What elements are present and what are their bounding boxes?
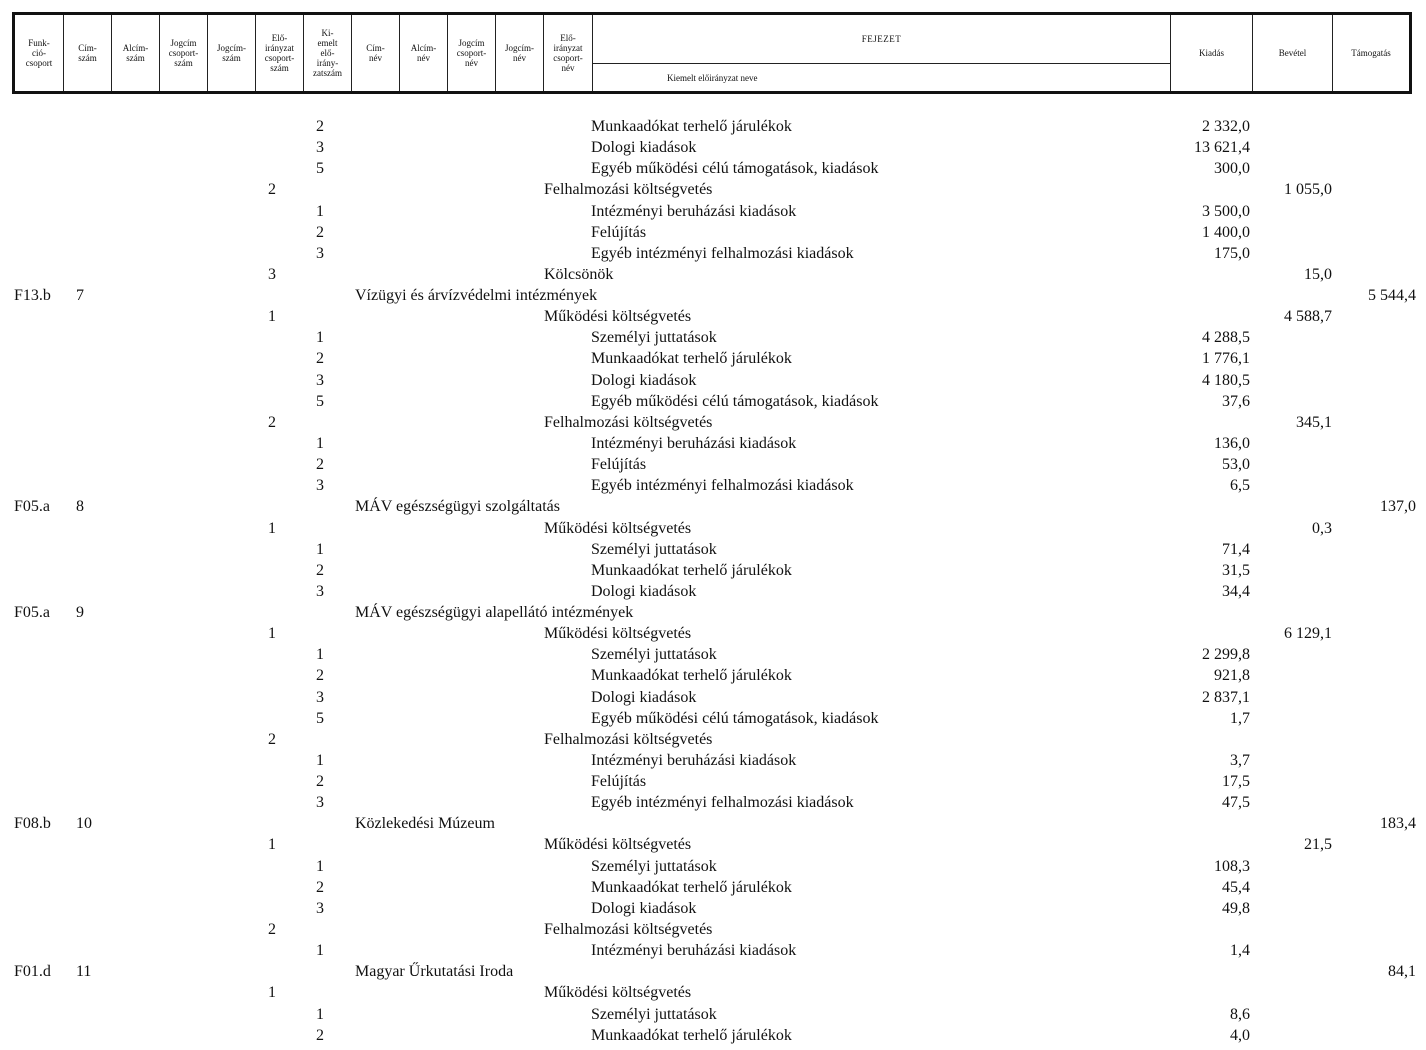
kiemelt-eloiranyzat-cell: 1 [316, 646, 324, 664]
kiadas-cell: 53,0 [1222, 456, 1250, 474]
kiadas-cell: 3 500,0 [1202, 202, 1250, 220]
kiadas-cell: 8,6 [1230, 1005, 1250, 1023]
kiadas-cell: 136,0 [1214, 434, 1250, 452]
table-row [0, 879, 1426, 899]
kiadas-cell: 300,0 [1214, 160, 1250, 178]
table-row [0, 752, 1426, 772]
table-row [0, 498, 1426, 518]
eloiranyzat-csoport-nev-cell: Működési költségvetés [544, 308, 692, 326]
table-header [12, 12, 1412, 94]
kiadas-cell: 4 180,5 [1202, 371, 1250, 389]
kiemelt-eloiranyzat-cell: 2 [316, 223, 324, 241]
kiemelt-eloiranyzat-cell: 2 [316, 561, 324, 579]
bevetel-cell: 6 129,1 [1284, 625, 1332, 643]
kiemelt-eloiranyzat-cell: 2 [316, 118, 324, 135]
kiadas-cell: 4,0 [1230, 1026, 1250, 1044]
table-row [0, 414, 1426, 434]
table-row [0, 921, 1426, 941]
eloiranyzat-csoport-nev-cell: Kölcsönök [544, 265, 614, 283]
kiemelt-eloiranyzat-nev-cell: Dologi kiadások [591, 688, 697, 706]
table-row [0, 773, 1426, 793]
header-cim-nev: Cím- név [352, 15, 400, 91]
kiemelt-eloiranyzat-nev-cell: Személyi juttatások [591, 646, 717, 664]
table-row [0, 1006, 1426, 1026]
tamogatas-cell: 183,4 [1380, 815, 1416, 833]
kiemelt-eloiranyzat-cell: 3 [316, 688, 324, 706]
kiemelt-eloiranyzat-nev-cell: Intézményi beruházási kiadások [591, 202, 797, 220]
kiadas-cell: 2 332,0 [1202, 118, 1250, 135]
cim-szam-cell: 9 [76, 604, 84, 621]
kiadas-cell: 921,8 [1214, 667, 1250, 685]
kiemelt-eloiranyzat-nev-cell: Egyéb működési célú támogatások, kiadások [591, 709, 879, 727]
funkcio-cell: F05.a [14, 498, 50, 516]
header-kiemelt-nev: Kiemelt előirányzat neve [667, 73, 758, 83]
header-eloir-csoport-nev: Elő- irányzat csoport- név [544, 15, 593, 91]
header-kiadas: Kiadás [1171, 15, 1253, 91]
cim-nev-cell: Vízügyi és árvízvédelmi intézmények [355, 287, 598, 304]
table-row [0, 245, 1426, 265]
eloiranyzat-csoport-nev-cell: Működési költségvetés [544, 519, 692, 537]
table-row [0, 731, 1426, 751]
bevetel-cell: 4 588,7 [1284, 308, 1332, 326]
kiemelt-eloiranyzat-nev-cell: Felújítás [591, 456, 647, 474]
kiemelt-eloiranyzat-nev-cell: Egyéb működési célú támogatások, kiadások [591, 392, 879, 410]
kiadas-cell: 2 837,1 [1202, 688, 1250, 706]
kiemelt-eloiranyzat-cell: 2 [316, 667, 324, 685]
header-kiemelt-szam: Ki- emelt elő- irány- zatszám [304, 15, 352, 91]
eloiranyzat-csoport-cell: 1 [268, 625, 276, 643]
kiemelt-eloiranyzat-nev-cell: Személyi juttatások [591, 329, 717, 347]
kiadas-cell: 13 621,4 [1194, 139, 1250, 157]
kiemelt-eloiranyzat-cell: 1 [316, 202, 324, 220]
table-row [0, 393, 1426, 413]
table-row [0, 329, 1426, 349]
header-alcim-szam: Alcím- szám [112, 15, 160, 91]
kiemelt-eloiranyzat-cell: 1 [316, 751, 324, 769]
header-alcim-nev: Alcím- név [400, 15, 448, 91]
kiemelt-eloiranyzat-cell: 2 [316, 350, 324, 368]
eloiranyzat-csoport-cell: 1 [268, 308, 276, 326]
bevetel-cell: 21,5 [1304, 836, 1332, 854]
table-row [0, 794, 1426, 814]
bevetel-cell: 1 055,0 [1284, 181, 1332, 199]
kiemelt-eloiranyzat-nev-cell: Egyéb működési célú támogatások, kiadások [591, 160, 879, 178]
kiadas-cell: 31,5 [1222, 561, 1250, 579]
table-row [0, 372, 1426, 392]
kiemelt-eloiranyzat-nev-cell: Munkaadókat terhelő járulékok [591, 878, 792, 896]
kiemelt-eloiranyzat-nev-cell: Felújítás [591, 773, 647, 790]
table-row [0, 287, 1426, 307]
kiadas-cell: 3,7 [1230, 751, 1250, 769]
kiemelt-eloiranyzat-nev-cell: Egyéb intézményi felhalmozási kiadások [591, 794, 854, 812]
kiemelt-eloiranyzat-nev-cell: Dologi kiadások [591, 371, 697, 389]
funkcio-cell: F13.b [14, 287, 51, 304]
kiadas-cell: 47,5 [1222, 794, 1250, 812]
cim-szam-cell: 10 [76, 815, 92, 833]
kiadas-cell: 49,8 [1222, 899, 1250, 917]
eloiranyzat-csoport-nev-cell: Felhalmozási költségvetés [544, 413, 713, 431]
table-row [0, 308, 1426, 328]
table-row [0, 836, 1426, 856]
kiemelt-eloiranyzat-cell: 2 [316, 878, 324, 896]
kiemelt-eloiranyzat-nev-cell: Dologi kiadások [591, 899, 697, 917]
kiemelt-eloiranyzat-cell: 3 [316, 899, 324, 917]
kiemelt-eloiranyzat-nev-cell: Személyi juttatások [591, 857, 717, 875]
eloiranyzat-csoport-cell: 3 [268, 265, 276, 283]
kiadas-cell: 1 776,1 [1202, 350, 1250, 368]
header-jogcim-nev: Jogcím- név [496, 15, 544, 91]
table-row [0, 139, 1426, 159]
bevetel-cell: 345,1 [1296, 413, 1332, 431]
table-row [0, 963, 1426, 983]
table-row [0, 858, 1426, 878]
kiemelt-eloiranyzat-nev-cell: Intézményi beruházási kiadások [591, 434, 797, 452]
kiemelt-eloiranyzat-cell: 2 [316, 456, 324, 474]
eloiranyzat-csoport-nev-cell: Működési költségvetés [544, 984, 692, 1002]
table-row [0, 520, 1426, 540]
table-row [0, 435, 1426, 455]
table-row [0, 710, 1426, 730]
tamogatas-cell: 137,0 [1380, 498, 1416, 516]
cim-szam-cell: 11 [76, 963, 92, 981]
table-row [0, 625, 1426, 645]
table-row [0, 541, 1426, 561]
kiemelt-eloiranyzat-cell: 1 [316, 329, 324, 347]
kiadas-cell: 17,5 [1222, 773, 1250, 790]
funkcio-cell: F01.d [14, 963, 51, 981]
header-tamogatas: Támogatás [1351, 48, 1391, 58]
kiemelt-eloiranyzat-cell: 3 [316, 139, 324, 157]
table-row [0, 646, 1426, 666]
bevetel-cell: 15,0 [1304, 265, 1332, 283]
header-fejezet-title: FEJEZET [861, 34, 902, 44]
eloiranyzat-csoport-cell: 1 [268, 519, 276, 537]
kiemelt-eloiranyzat-nev-cell: Munkaadókat terhelő járulékok [591, 350, 792, 368]
table-row [0, 984, 1426, 1004]
kiadas-cell: 108,3 [1214, 857, 1250, 875]
table-row [0, 224, 1426, 244]
header-bevetel: Bevétel [1253, 15, 1333, 91]
kiadas-cell: 71,4 [1222, 540, 1250, 558]
kiemelt-eloiranyzat-cell: 5 [316, 160, 324, 178]
header-fejezet-divider [593, 63, 1170, 64]
header-jogcimcsoport-nev: Jogcím csoport- név [448, 15, 496, 91]
kiadas-cell: 37,6 [1222, 392, 1250, 410]
table-row [0, 900, 1426, 920]
kiemelt-eloiranyzat-nev-cell: Egyéb intézményi felhalmozási kiadások [591, 244, 854, 262]
funkcio-cell: F05.a [14, 604, 50, 621]
tamogatas-cell: 5 544,4 [1368, 287, 1416, 304]
eloiranyzat-csoport-cell: 2 [268, 920, 276, 938]
cim-nev-cell: MÁV egészségügyi szolgáltatás [355, 498, 560, 516]
kiadas-cell: 1 400,0 [1202, 223, 1250, 241]
kiemelt-eloiranyzat-nev-cell: Munkaadókat terhelő járulékok [591, 118, 792, 135]
kiemelt-eloiranyzat-nev-cell: Munkaadókat terhelő járulékok [591, 561, 792, 579]
kiemelt-eloiranyzat-nev-cell: Intézményi beruházási kiadások [591, 751, 797, 769]
kiemelt-eloiranyzat-nev-cell: Intézményi beruházási kiadások [591, 942, 797, 960]
kiemelt-eloiranyzat-nev-cell: Dologi kiadások [591, 582, 697, 600]
cim-nev-cell: MÁV egészségügyi alapellátó intézmények [355, 604, 634, 621]
kiadas-cell: 175,0 [1214, 244, 1250, 262]
kiemelt-eloiranyzat-nev-cell: Munkaadókat terhelő járulékok [591, 667, 792, 685]
kiemelt-eloiranyzat-nev-cell: Munkaadókat terhelő járulékok [591, 1026, 792, 1044]
table-row [0, 604, 1426, 624]
kiemelt-eloiranyzat-cell: 5 [316, 709, 324, 727]
kiemelt-eloiranyzat-cell: 1 [316, 540, 324, 558]
table-row [0, 583, 1426, 603]
kiemelt-eloiranyzat-cell: 1 [316, 857, 324, 875]
eloiranyzat-csoport-nev-cell: Működési költségvetés [544, 625, 692, 643]
eloiranyzat-csoport-nev-cell: Felhalmozási költségvetés [544, 730, 713, 748]
kiemelt-eloiranyzat-cell: 3 [316, 582, 324, 600]
eloiranyzat-csoport-cell: 1 [268, 984, 276, 1002]
header-eloir-csoport-szam: Elő- irányzat csoport- szám [256, 15, 304, 91]
kiemelt-eloiranyzat-cell: 1 [316, 1005, 324, 1023]
header-jogcimcsoport-szam: Jogcím csoport- szám [160, 15, 208, 91]
kiemelt-eloiranyzat-cell: 3 [316, 371, 324, 389]
kiemelt-eloiranyzat-cell: 3 [316, 244, 324, 262]
kiadas-cell: 4 288,5 [1202, 329, 1250, 347]
table-row [0, 160, 1426, 180]
kiemelt-eloiranyzat-cell: 1 [316, 942, 324, 960]
cim-nev-cell: Magyar Űrkutatási Iroda [355, 963, 514, 981]
kiemelt-eloiranyzat-nev-cell: Egyéb intézményi felhalmozási kiadások [591, 477, 854, 495]
table-row [0, 350, 1426, 370]
kiadas-cell: 6,5 [1230, 477, 1250, 495]
table-row [0, 118, 1426, 138]
table-row [0, 477, 1426, 497]
table-row [0, 266, 1426, 286]
kiemelt-eloiranyzat-nev-cell: Személyi juttatások [591, 540, 717, 558]
kiadas-cell: 34,4 [1222, 582, 1250, 600]
header-fejezet [593, 15, 1171, 91]
kiadas-cell: 1,7 [1230, 709, 1250, 727]
table-row [0, 181, 1426, 201]
table-row [0, 667, 1426, 687]
funkcio-cell: F08.b [14, 815, 51, 833]
eloiranyzat-csoport-cell: 1 [268, 836, 276, 854]
eloiranyzat-csoport-nev-cell: Működési költségvetés [544, 836, 692, 854]
table-row [0, 815, 1426, 835]
eloiranyzat-csoport-nev-cell: Felhalmozási költségvetés [544, 920, 713, 938]
table-row [0, 456, 1426, 476]
eloiranyzat-csoport-cell: 2 [268, 181, 276, 199]
tamogatas-cell: 84,1 [1388, 963, 1416, 981]
kiemelt-eloiranyzat-cell: 3 [316, 794, 324, 812]
kiemelt-eloiranyzat-cell: 3 [316, 477, 324, 495]
table-row [0, 942, 1426, 962]
table-row [0, 562, 1426, 582]
kiemelt-eloiranyzat-nev-cell: Felújítás [591, 223, 647, 241]
cim-szam-cell: 8 [76, 498, 84, 516]
kiemelt-eloiranyzat-nev-cell: Dologi kiadások [591, 139, 697, 157]
cim-nev-cell: Közlekedési Múzeum [355, 815, 495, 833]
kiemelt-eloiranyzat-nev-cell: Személyi juttatások [591, 1005, 717, 1023]
kiadas-cell: 2 299,8 [1202, 646, 1250, 664]
bevetel-cell: 0,3 [1312, 519, 1332, 537]
kiemelt-eloiranyzat-cell: 1 [316, 434, 324, 452]
eloiranyzat-csoport-nev-cell: Felhalmozási költségvetés [544, 181, 713, 199]
kiadas-cell: 45,4 [1222, 878, 1250, 896]
table-row [0, 203, 1426, 223]
header-funkcio: Funk- ció- csoport [15, 15, 64, 91]
kiemelt-eloiranyzat-cell: 2 [316, 1026, 324, 1044]
cim-szam-cell: 7 [76, 287, 84, 304]
table-row [0, 689, 1426, 709]
kiemelt-eloiranyzat-cell: 2 [316, 773, 324, 790]
header-cim-szam: Cím- szám [64, 15, 112, 91]
table-row [0, 1027, 1426, 1047]
eloiranyzat-csoport-cell: 2 [268, 730, 276, 748]
kiemelt-eloiranyzat-cell: 5 [316, 392, 324, 410]
header-jogcim-szam: Jogcím- szám [208, 15, 256, 91]
eloiranyzat-csoport-cell: 2 [268, 413, 276, 431]
kiadas-cell: 1,4 [1230, 942, 1250, 960]
